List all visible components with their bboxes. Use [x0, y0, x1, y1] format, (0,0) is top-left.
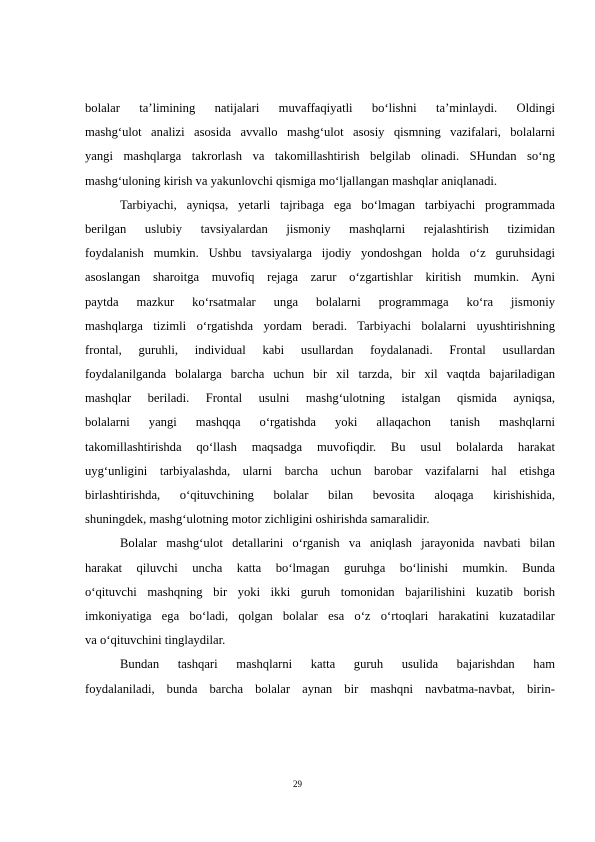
- paragraph: [85, 193, 555, 532]
- text-line: Bundan tashqari mashqlarni katta guruh usulida bajarishdan ham: [120, 657, 555, 672]
- text-line: mashqlar beriladi. Frontal usulni mashg‘ulotning istalgan qismida ayniqsa,: [85, 391, 555, 406]
- text-line: foydalanish mumkin. Ushbu tavsiyalarga ijodiy yondoshgan holda o‘z guruhsidagi: [85, 246, 555, 261]
- document-body: [85, 96, 555, 701]
- paragraph: [85, 531, 555, 652]
- text-line: harakat qiluvchi uncha katta bo‘lmagan guruhga bo‘linishi mumkin. Bunda: [85, 560, 555, 575]
- text-line: takomillashtirishda qo‘llash maqsadga muvofiqdir. Bu usul bolalarda harakat: [85, 439, 555, 454]
- text-line: frontal, guruhli, individual kabi usullardan foydalanadi. Frontal usullardan: [85, 342, 555, 357]
- paragraph: [85, 652, 555, 700]
- text-line: mashg‘ulot analizi asosida avvallo mashg‘ulot asosiy qismning vazifalari, bolalarni: [85, 125, 555, 140]
- text-line: Bolalar mashg‘ulot detallarini o‘rganish va aniqlash jarayonida navbati bilan: [120, 536, 555, 551]
- text-line: bolalar ta’limining natijalari muvaffaqiyatli bo‘lishni ta’minlaydi. Oldingi: [85, 101, 555, 115]
- text-line: bolalarni yangi mashqqa o‘rgatishda yoki allaqachon tanish mashqlarni: [85, 415, 555, 430]
- text-line: yangi mashqlarga takrorlash va takomillashtirish belgilab olinadi. SHundan so‘ng: [85, 149, 555, 164]
- text-line: mashg‘uloning kirish va yakunlovchi qismiga mo‘ljallangan mashqlar aniqlanadi.: [85, 173, 498, 188]
- text-line: mashqlarga tizimli o‘rgatishda yordam beradi. Tarbiyachi bolalarni uyushtirishning: [85, 318, 555, 333]
- text-line: Tarbiyachi, ayniqsa, yetarli tajribaga ega bo‘lmagan tarbiyachi programmada: [120, 197, 555, 212]
- text-line: foydalaniladi, bunda barcha bolalar aynan bir mashqni navbatma-navbat, birin-: [85, 681, 555, 696]
- text-line: o‘qituvchi mashqning bir yoki ikki guruh tomonidan bajarilishini kuzatib borish: [85, 584, 555, 599]
- text-line: paytda mazkur ko‘rsatmalar unga bolalarni programmaga ko‘ra jismoniy: [85, 294, 555, 309]
- text-line: va o‘qituvchini tinglaydilar.: [85, 633, 226, 648]
- paragraph: [85, 96, 555, 193]
- text-line: shuningdek, mashg‘ulotning motor zichligini oshirishda samaralidir.: [85, 512, 430, 527]
- text-line: uyg‘unligini tarbiyalashda, ularni barcha uchun barobar vazifalarni hal etishga: [85, 463, 555, 478]
- text-line: asoslangan sharoitga muvofiq rejaga zarur o‘zgartishlar kiritish mumkin. Ayni: [85, 270, 555, 285]
- text-line: berilgan uslubiy tavsiyalardan jismoniy mashqlarni rejalashtirish tizimidan: [85, 221, 555, 236]
- text-line: birlashtirishda, o‘qituvchining bolalar bilan bevosita aloqaga kirishishida,: [85, 488, 555, 502]
- text-line: foydalanilganda bolalarga barcha uchun bir xil tarzda, bir xil vaqtda bajariladigan: [85, 367, 555, 382]
- text-line: imkoniyatiga ega bo‘ladi, qolgan bolalar esa o‘z o‘rtoqlari harakatini kuzatadilar: [85, 608, 555, 623]
- page-number: 29: [293, 779, 302, 789]
